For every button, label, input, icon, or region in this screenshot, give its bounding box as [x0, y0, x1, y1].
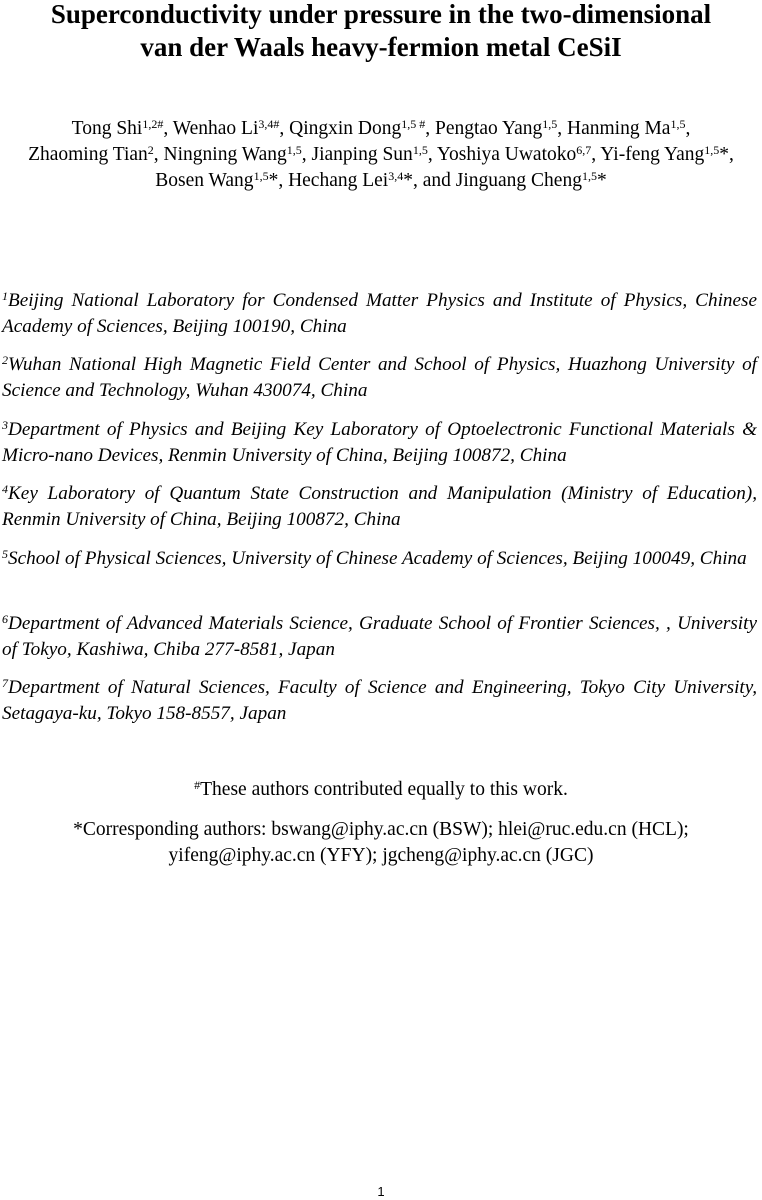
- title-line-1: Superconductivity under pressure in the two-dimensional: [50, 0, 712, 29]
- author-name: Qingxin Dong: [289, 118, 402, 139]
- affiliation-number: 4: [2, 482, 8, 496]
- author-name: Jianping Sun: [311, 144, 413, 165]
- author-affiliation-sup: 1,5 #: [401, 117, 426, 131]
- affiliation-text: Wuhan National High Magnetic Field Center and School of Physics, Huazhong University of Science and Technology, Wuhan 430074, China: [2, 354, 757, 401]
- affiliation: [2, 546, 757, 572]
- author-list: [14, 116, 748, 194]
- corresponding-line-1: *Corresponding authors: bswang@iphy.ac.cn (BSW); hlei@ruc.edu.cn (HCL);: [73, 819, 689, 840]
- author-separator: ,: [425, 118, 435, 139]
- affiliation-number: 7: [2, 676, 8, 690]
- author-affiliation-sup: 1,5: [581, 169, 597, 183]
- author-name: Wenhao Li: [172, 118, 259, 139]
- author-separator: ,: [153, 144, 164, 165]
- paper-title: [0, 0, 762, 64]
- author: [435, 118, 567, 139]
- affiliation: [2, 417, 757, 468]
- page-number: 1: [377, 1184, 385, 1199]
- author: [155, 170, 288, 191]
- author-name: Pengtao Yang: [434, 118, 543, 139]
- author: [437, 144, 600, 165]
- author-separator: ,: [301, 144, 312, 165]
- author-affiliation-sup: 1,5: [542, 117, 558, 131]
- affiliation-text: Department of Advanced Materials Science, Graduate School of Frontier Sciences, , University of Tokyo, Kashiwa, Chiba 277-8581, Japan: [2, 613, 757, 660]
- author-affiliation-sup: 3,4: [388, 169, 404, 183]
- author-name: Hechang Lei: [288, 170, 389, 191]
- author-separator: ,: [279, 118, 290, 139]
- author-affiliation-sup: 6,7: [576, 143, 592, 157]
- affiliation-text: Department of Physics and Beijing Key Laboratory of Optoelectronic Functional Materials & Micro-nano Devices, Renmin University of China, Beijing 100872, China: [2, 419, 757, 466]
- author: [288, 170, 456, 191]
- title-line-2: van der Waals heavy-fermion metal CeSiI: [140, 32, 622, 62]
- affiliation-number: 2: [2, 353, 8, 367]
- affiliation-text: Department of Natural Sciences, Faculty of Science and Engineering, Tokyo City University, Setagaya-ku, Tokyo 158-8557, Japan: [2, 677, 757, 724]
- author-name: Hanming Ma: [567, 118, 671, 139]
- affiliation-text: Beijing National Laboratory for Condensed Matter Physics and Institute of Physics, Chinese Academy of Sciences, Beijing 100190, China: [2, 290, 757, 337]
- affiliation: [2, 481, 757, 532]
- affiliation: [2, 611, 757, 662]
- author-separator: *,: [268, 170, 289, 191]
- author-separator: ,: [557, 118, 567, 139]
- author: [289, 118, 435, 139]
- author: [456, 170, 607, 191]
- equal-contribution-mark: #: [194, 778, 201, 792]
- author: [312, 144, 437, 165]
- affiliation: [2, 675, 757, 726]
- author-separator: *, and: [403, 170, 456, 191]
- equal-contribution-note: [0, 777, 762, 803]
- affiliation-number: 1: [2, 289, 8, 303]
- author-separator: *: [596, 170, 607, 191]
- author-name: Ningning Wang: [163, 144, 287, 165]
- author-affiliation-sup: 1,5: [253, 169, 269, 183]
- author-separator: ,: [591, 144, 601, 165]
- author: [164, 144, 312, 165]
- author-name: Bosen Wang: [155, 170, 254, 191]
- affiliation: [2, 352, 757, 403]
- author-name: Zhaoming Tian: [28, 144, 148, 165]
- author-affiliation-sup: 3,4#: [258, 117, 280, 131]
- author-affiliation-sup: 1,5: [670, 117, 686, 131]
- corresponding-line-2: yifeng@iphy.ac.cn (YFY); jgcheng@iphy.ac.cn (JGC): [168, 845, 594, 866]
- author-separator: ,: [685, 118, 691, 139]
- author-affiliation-sup: 1,5: [286, 143, 302, 157]
- equal-contribution-text: These authors contributed equally to this work.: [200, 779, 568, 800]
- author: [567, 118, 690, 139]
- author: [173, 118, 289, 139]
- corresponding-authors-note: [0, 817, 762, 869]
- author-affiliation-sup: 1,5: [704, 143, 720, 157]
- affiliation-number: 5: [2, 547, 8, 561]
- affiliation-number: 6: [2, 612, 8, 626]
- author-separator: *,: [719, 144, 734, 165]
- author-affiliation-sup: 2: [147, 143, 154, 157]
- author-name: Jinguang Cheng: [455, 170, 582, 191]
- affiliation-text: School of Physical Sciences, University of Chinese Academy of Sciences, Beijing 100049, China: [8, 548, 747, 569]
- author-separator: ,: [163, 118, 173, 139]
- author-separator: ,: [427, 144, 437, 165]
- affiliation-text: Key Laboratory of Quantum State Construction and Manipulation (Ministry of Education), Renmin University of China, Beijing 100872, China: [2, 483, 757, 530]
- author: [72, 118, 173, 139]
- author-name: Yoshiya Uwatoko: [436, 144, 577, 165]
- affiliation-number: 3: [2, 418, 8, 432]
- author: [28, 144, 163, 165]
- author-affiliation-sup: 1,2#: [142, 117, 164, 131]
- author: [600, 144, 734, 165]
- author-name: Yi-feng Yang: [600, 144, 705, 165]
- author-name: Tong Shi: [71, 118, 143, 139]
- author-affiliation-sup: 1,5: [412, 143, 428, 157]
- affiliation: [2, 288, 757, 339]
